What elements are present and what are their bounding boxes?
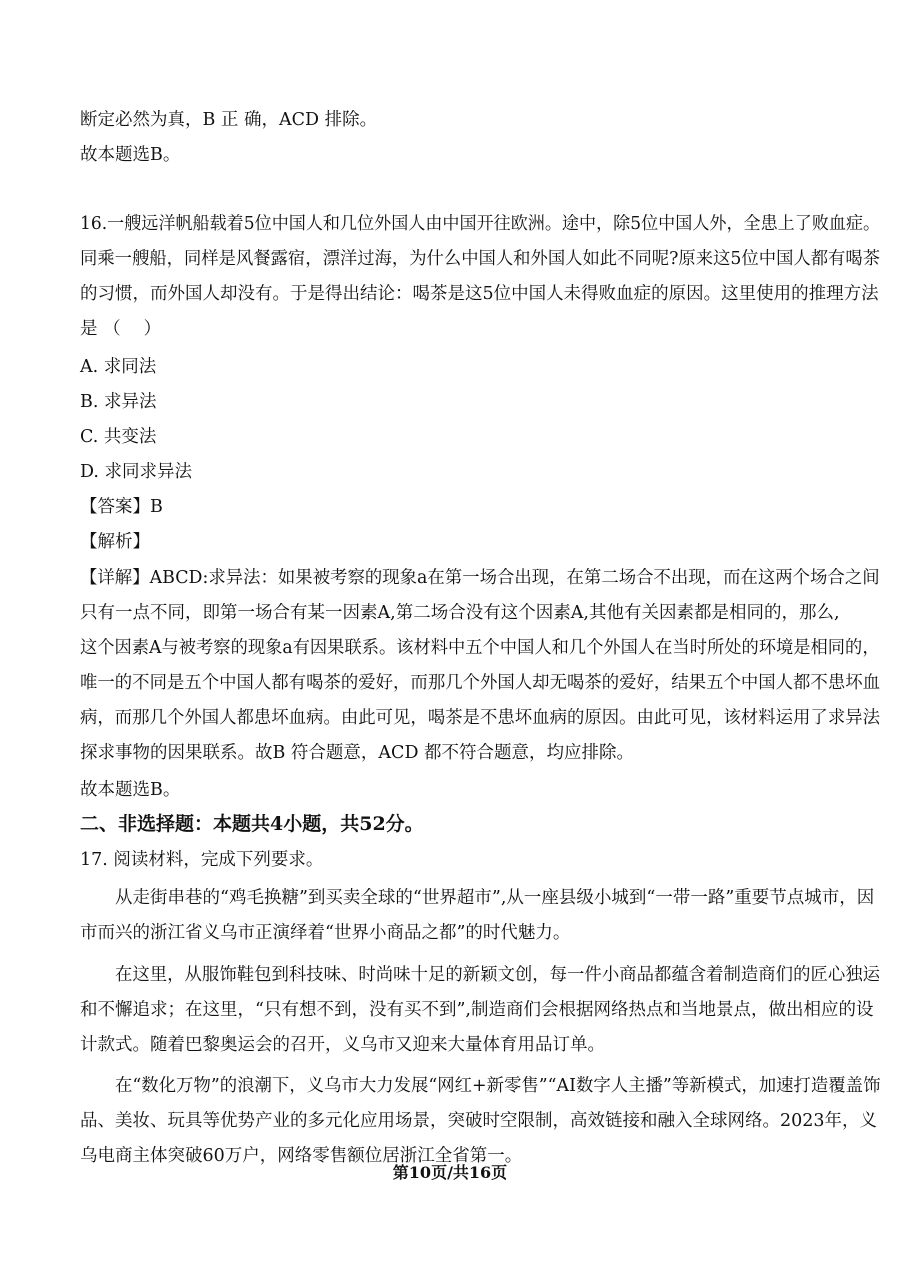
page-footer: 第10页/共16页 (392, 1163, 508, 1182)
q16-answer: 【答案】B (80, 497, 163, 517)
q16-option-c: C. 共变法 (80, 427, 157, 447)
q17-para-2-line-3: 计款式。随着巴黎奥运会的召开，义乌市又迎来大量体育用品订单。 (80, 1035, 605, 1055)
q17-stem: 17. 阅读材料，完成下列要求。 (80, 850, 324, 870)
q16-stem-line-2: 同 乘 一 艘 船 ， 同 样 是 风 餐 露 宿 ， 漂 洋 过 海 ， 为 什 么 中 国 人 和 外 国 人 如 此 不 同 呢 ? 原 来 这 5 位 中 国 人 都 有 喝 茶 (80, 249, 881, 269)
q17-para-3-line-1: 在 “ 数 化 万 物 ” 的 浪 潮 下 ， 义 乌 市 大 力 发 展 “ 网 红 + 新 零 售 ” “ AI 数 字 人 主 播 ” 等 新 模 式 ， 加 速 打 造 覆 盖 饰 (115, 1076, 881, 1096)
q17-para-2-line-2: 和 不 懈 追 求 ； 在 这 里 ， “ 只 有 想 不 到 ， 没 有 买 不 到 ” , 制 造 商 们 会 根 据 网 络 热 点 和 当 地 景 点 ， 做 出 相 应 的 设 (80, 1000, 874, 1020)
q16-option-d: D. 求同求异法 (80, 462, 193, 482)
q16-stem-line-4: 是 （ ） (80, 319, 162, 339)
q16-stem-line-1: 16. 一 艘 远 洋 帆 船 载 着 5 位 中 国 人 和 几 位 外 国 人 由 中 国 开 往 欧 洲 。 途 中 ， 除 5 位 中 国 人 外 ， 全 患 上 了 败 血 症 。 (80, 214, 881, 234)
q16-detail-line-4: 唯 一 的 不 同 是 五 个 中 国 人 都 有 喝 茶 的 爱 好 ， 而 那 几 个 外 国 人 却 无 喝 茶 的 爱 好 ， 结 果 五 个 中 国 人 都 不 患 坏 血 (80, 673, 880, 693)
q16-detail-line-6: 探求事物的因果联系。故B 符合题意，ACD 都不符合题意，均应排除。 (80, 743, 635, 763)
q17-para-1-line-2: 市而兴的浙江省义乌市正演绎着“世界小商品之都”的时代魅力。 (80, 923, 571, 943)
q16-detail-line-2: 只 有 一 点 不 同 ， 即 第 一 场 合 有 某 一 因 素 A , 第 二 场 合 没 有 这 个 因 素 A , 其 他 有 关 因 素 都 是 相 同 的 ， 那 么 , (80, 603, 840, 623)
q16-stem-line-3: 的 习 惯 ， 而 外 国 人 却 没 有 。 于 是 得 出 结 论 ： 喝 茶 是 这 5 位 中 国 人 未 得 败 血 症 的 原 因 。 这 里 使 用 的 推 理 方 法 (80, 284, 879, 304)
q17-para-2-line-1: 在 这 里 ， 从 服 饰 鞋 包 到 科 技 味 、 时 尚 味 十 足 的 新 颖 文 创 ， 每 一 件 小 商 品 都 蕴 含 着 制 造 商 们 的 匠 心 独 运 (115, 965, 880, 985)
prev-answer-line-2: 故本题选B。 (80, 145, 181, 165)
q16-conclusion: 故本题选B。 (80, 780, 181, 800)
q16-option-b: B. 求异法 (80, 392, 157, 412)
prev-answer-line-1: 断定必然为真，B 正 确，ACD 排除。 (80, 110, 378, 130)
q17-para-3-line-2: 品 、 美 妆 、 玩 具 等 优 势 产 业 的 多 元 化 应 用 场 景 ， 突 破 时 空 限 制 ， 高 效 链 接 和 融 入 全 球 网 络 。 2023 年 ， 义 (80, 1111, 878, 1131)
q16-analysis-label: 【解析】 (80, 532, 150, 552)
q17-para-1-line-1: 从 走 街 串 巷 的 “ 鸡 毛 换 糖 ” 到 买 卖 全 球 的 “ 世 界 超 市 ” , 从 一 座 县 级 小 城 到 “ 一 带 一 路 ” 重 要 节 点 城 市 ， 因 (115, 888, 875, 908)
q16-detail-line-5: 病 ， 而 那 几 个 外 国 人 都 患 坏 血 病 。 由 此 可 见 ， 喝 茶 是 不 患 坏 血 病 的 原 因 。 由 此 可 见 ， 该 材 料 运 用 了 求 异 法 (80, 708, 880, 728)
q16-detail-line-3: 这 个 因 素 A 与 被 考 察 的 现 象 a 有 因 果 联 系 。 该 材 料 中 五 个 中 国 人 和 几 个 外 国 人 在 当 时 所 处 的 环 境 是 相 同 的 ， (80, 638, 880, 658)
q17-para-3-line-3: 乌电商主体突破60万户，网络零售额位居浙江全省第一。 (80, 1146, 523, 1166)
q16-detail-line-1: 【 详 解 】 ABCD : 求 异 法 ： 如 果 被 考 察 的 现 象 a 在 第 一 场 合 出 现 ， 在 第 二 场 合 不 出 现 ， 而 在 这 两 个 场 合 之 间 (80, 568, 880, 588)
q16-option-a: A. 求同法 (80, 357, 157, 377)
section-2-title: 二、非选择题：本题共4小题，共52分。 (80, 813, 424, 835)
